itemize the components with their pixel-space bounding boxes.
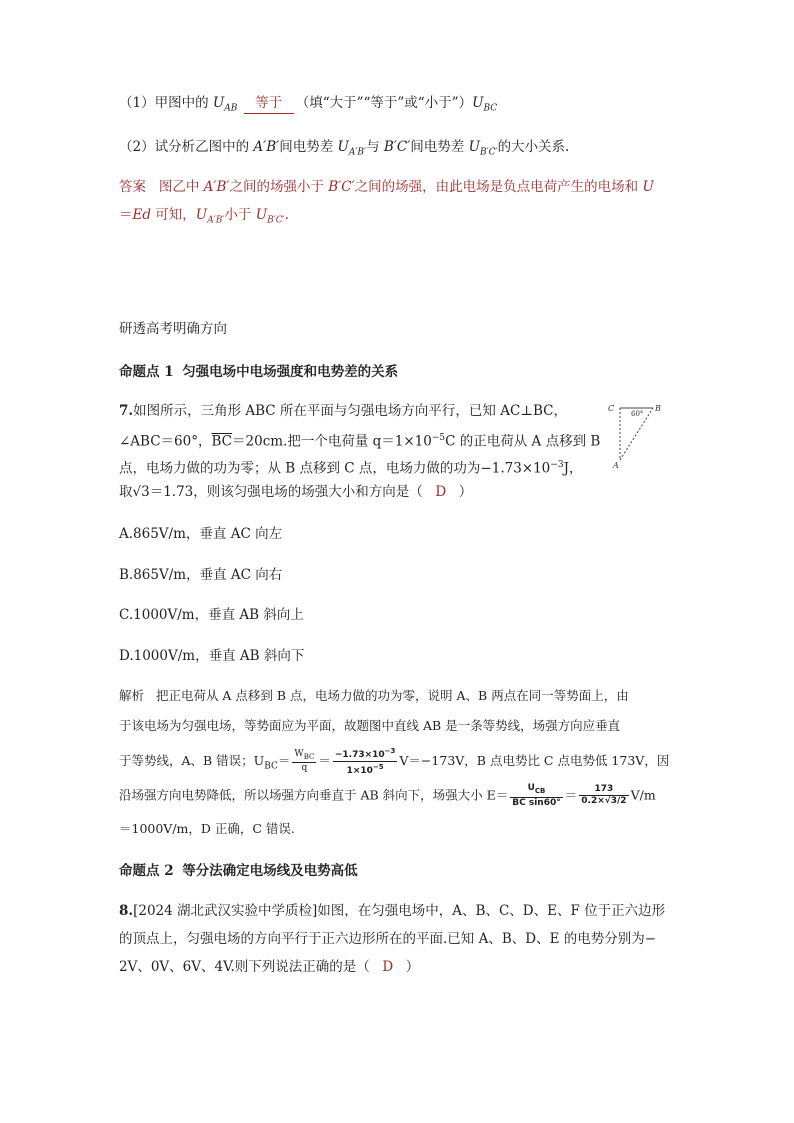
q7-line-4: 取√3＝1.73，则该匀强电场的场强大小和方向是（ D ）: [119, 484, 473, 500]
answer-line-1: 答案 图乙中 A′B′之间的场强小于 B′C′之间的场强，由此电场是负点电荷产生的电场和 U: [119, 179, 654, 195]
option-c: C.1000V/m，垂直 AB 斜向上: [119, 607, 304, 623]
q7-line-3: 点，电场力做的功为零；从 B 点移到 C 点，电场力做的功为$-1.73\times 10^{-3}J$，: [119, 460, 583, 477]
solution-label: 解析: [119, 688, 145, 703]
q7-line-1: 7.如图所示，三角形 ABC 所在平面与匀强电场方向平行，已知 AC⊥BC，: [119, 403, 567, 419]
vertex-b-label: B: [655, 404, 661, 413]
q8-line-3: 2V、0V、6V、4V.则下列说法正确的是（ D ）: [119, 959, 420, 975]
solution-line-1: 解析 把正电荷从 A 点移到 B 点，电场力做的功为零，说明 A、B 两点在同一等势面上，由: [119, 688, 629, 703]
fill-blank-answer: 等于: [244, 93, 294, 114]
solution-line-3: 于等势线，A、B 错误；$U_{BC}=$ $\frac{W_{BC}}{q}$ ＝ $\frac{-1.73\times 10^{-3}}{1\times 10^{-5}}$ V＝−173V，B 点电势比 C 点电势低 173V，因: [119, 747, 670, 776]
solution-line-4: 沿场强方向电势降低，所以场强方向垂直于 AB 斜向下，场强大小 E＝ $\frac{U_{CB}}{\text{BC sin60°}}$ ＝ $\frac{173}{0.2\times√3/2}$ V/m: [119, 783, 656, 808]
fraction-ucb: $\frac{U_{CB}}{\text{BC sin60°}}$: [512, 783, 561, 808]
triangle-figure: [607, 400, 667, 470]
fraction-values: $\frac{-1.73\times 10^{-3}}{1\times 10^{-5}}$: [334, 747, 396, 776]
q8-line-1: 8.[2024 湖北武汉实验中学质检]如图，在匀强电场中，A、B、C、D、E、F 位于正六边形: [119, 903, 666, 919]
fraction-173: $\frac{173}{0.2\times√3/2}$: [581, 784, 627, 807]
solution-line-2: 于该电场为匀强电场，等势面应为平面，故题图中直线 AB 是一条等势线，场强方向应垂直: [119, 718, 621, 733]
fraction-w-over-q: $\frac{W_{BC}}{q}$: [294, 748, 315, 774]
topic-heading-1: 命题点 1 匀强电场中电场强度和电势差的关系: [119, 364, 399, 380]
option-b: B.865V/m，垂直 AC 向右: [119, 567, 283, 583]
answer-label: 答案: [119, 179, 146, 195]
option-a: A.865V/m，垂直 AC 向左: [119, 526, 283, 542]
question-part-2: （2）试分析乙图中的 A′B′间电势差 $U_{A'B'}$与 B′C′间电势差 $U_{B'C'}$的大小关系.: [119, 139, 570, 158]
topic-heading-2: 命题点 2 等分法确定电场线及电势高低: [119, 863, 358, 879]
vertex-c-label: C: [608, 404, 615, 413]
q7-answer: D: [435, 484, 447, 500]
q8-answer: D: [382, 959, 394, 975]
option-d: D.1000V/m，垂直 AB 斜向下: [119, 648, 305, 664]
q8-line-2: 的顶点上，匀强电场的方向平行于正六边形所在的平面.已知 A、B、D、E 的电势分别为−: [119, 931, 657, 947]
vertex-a-label: A: [613, 461, 619, 470]
section-title: 研透高考明确方向: [119, 321, 227, 337]
solution-line-5: ＝1000V/m，D 正确，C 错误.: [119, 821, 295, 836]
answer-line-2: ＝Ed 可知，$U_{A'B'}$小于 $U_{B'C'}$.: [119, 207, 289, 226]
question-part-1: （1）甲图中的 $U_{AB}$ 等于 （填“大于”“等于”或“小于$”)U_{BC}$: [119, 95, 498, 114]
q7-line-2: ∠ABC＝60°，$\overline{BC}=20cm$.把一个电荷量 $q=1\times 10^{-5}C$ 的正电荷从 A 点移到 B: [119, 433, 601, 450]
angle-label: 60°: [631, 410, 644, 418]
